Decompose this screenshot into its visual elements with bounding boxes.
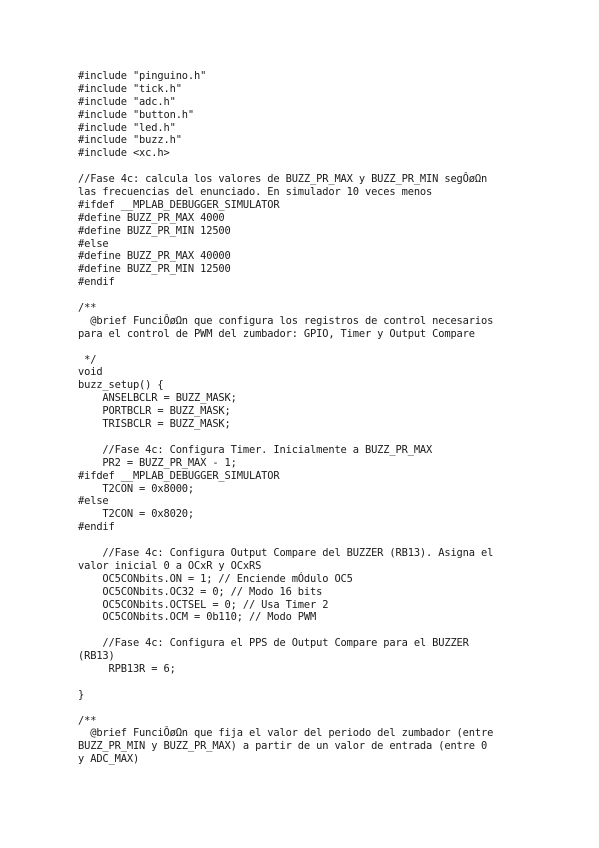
- code-line: #define BUZZ_PR_MAX 4000: [78, 211, 225, 224]
- code-line: //Fase 4c: Configura el PPS de Output Compare para el BUZZER: [78, 637, 469, 650]
- code-line: ANSELBCLR = BUZZ_MASK;: [78, 392, 237, 405]
- code-line: buzz_setup() {: [78, 379, 164, 392]
- code-line: #include <xc.h>: [78, 147, 170, 160]
- code-line: #include "button.h": [78, 108, 195, 121]
- code-line: [78, 624, 548, 637]
- code-line: /**: [78, 714, 97, 727]
- code-line: BUZZ_PR_MIN y BUZZ_PR_MAX) a partir de un valor de entrada (entre 0: [78, 740, 488, 753]
- code-line: PR2 = BUZZ_PR_MAX - 1;: [78, 456, 237, 469]
- code-line: T2CON = 0x8000;: [78, 482, 195, 495]
- code-line: }: [78, 688, 85, 701]
- code-line: para el control de PWM del zumbador: GPIO, Timer y Output Compare: [78, 327, 475, 340]
- code-line: #else: [78, 495, 109, 508]
- code-line: #ifdef __MPLAB_DEBUGGER_SIMULATOR: [78, 198, 280, 211]
- code-line: TRISBCLR = BUZZ_MASK;: [78, 418, 231, 431]
- code-line: void: [78, 366, 103, 379]
- code-line: #include "buzz.h": [78, 134, 182, 147]
- code-line: (RB13): [78, 650, 115, 663]
- code-line: #ifdef __MPLAB_DEBUGGER_SIMULATOR: [78, 469, 280, 482]
- code-line: /**: [78, 302, 97, 315]
- code-line: PORTBCLR = BUZZ_MASK;: [78, 405, 231, 418]
- code-line: #define BUZZ_PR_MAX 40000: [78, 250, 231, 263]
- code-line: #define BUZZ_PR_MIN 12500: [78, 263, 231, 276]
- code-line: OC5CONbits.ON = 1; // Enciende mÓdulo OC5: [78, 572, 353, 585]
- code-line: #include "tick.h": [78, 82, 182, 95]
- code-line: #endif: [78, 276, 115, 289]
- code-line: T2CON = 0x8020;: [78, 508, 195, 521]
- code-line: las frecuencias del enunciado. En simulador 10 veces menos: [78, 186, 433, 199]
- code-line: RPB13R = 6;: [78, 662, 176, 675]
- code-line: #include "led.h": [78, 121, 176, 134]
- code-line: #include "pinguino.h": [78, 70, 207, 82]
- code-line: [78, 160, 548, 173]
- code-line: [78, 341, 548, 354]
- code-line: OC5CONbits.OC32 = 0; // Modo 16 bits: [78, 585, 323, 598]
- code-line: [78, 534, 548, 547]
- code-line: valor inicial 0 a OCxR y OCxRS: [78, 559, 262, 572]
- code-line: [78, 676, 548, 689]
- code-line: //Fase 4c: Configura Timer. Inicialmente a BUZZ_PR_MAX: [78, 443, 433, 456]
- code-line: @brief FunciÔøΩn que configura los registros de control necesarios: [78, 314, 494, 327]
- code-line: @brief FunciÔøΩn que fija el valor del periodo del zumbador (entre: [78, 727, 494, 740]
- code-line: #else: [78, 237, 109, 250]
- code-line: //Fase 4c: calcula los valores de BUZZ_PR_MAX y BUZZ_PR_MIN segÔøΩn: [78, 173, 488, 186]
- code-line: y ADC_MAX): [78, 753, 140, 766]
- code-line: #include "adc.h": [78, 95, 176, 108]
- code-line: [78, 431, 548, 444]
- code-line: OC5CONbits.OCTSEL = 0; // Usa Timer 2: [78, 598, 329, 611]
- code-line: [78, 702, 548, 715]
- code-line: #endif: [78, 521, 115, 534]
- code-line: OC5CONbits.OCM = 0b110; // Modo PWM: [78, 611, 317, 624]
- code-line: */: [78, 353, 97, 366]
- code-line: //Fase 4c: Configura Output Compare del BUZZER (RB13). Asigna el: [78, 546, 494, 559]
- source-code-listing: [78, 70, 548, 766]
- code-line: #define BUZZ_PR_MIN 12500: [78, 224, 231, 237]
- code-line: [78, 289, 548, 302]
